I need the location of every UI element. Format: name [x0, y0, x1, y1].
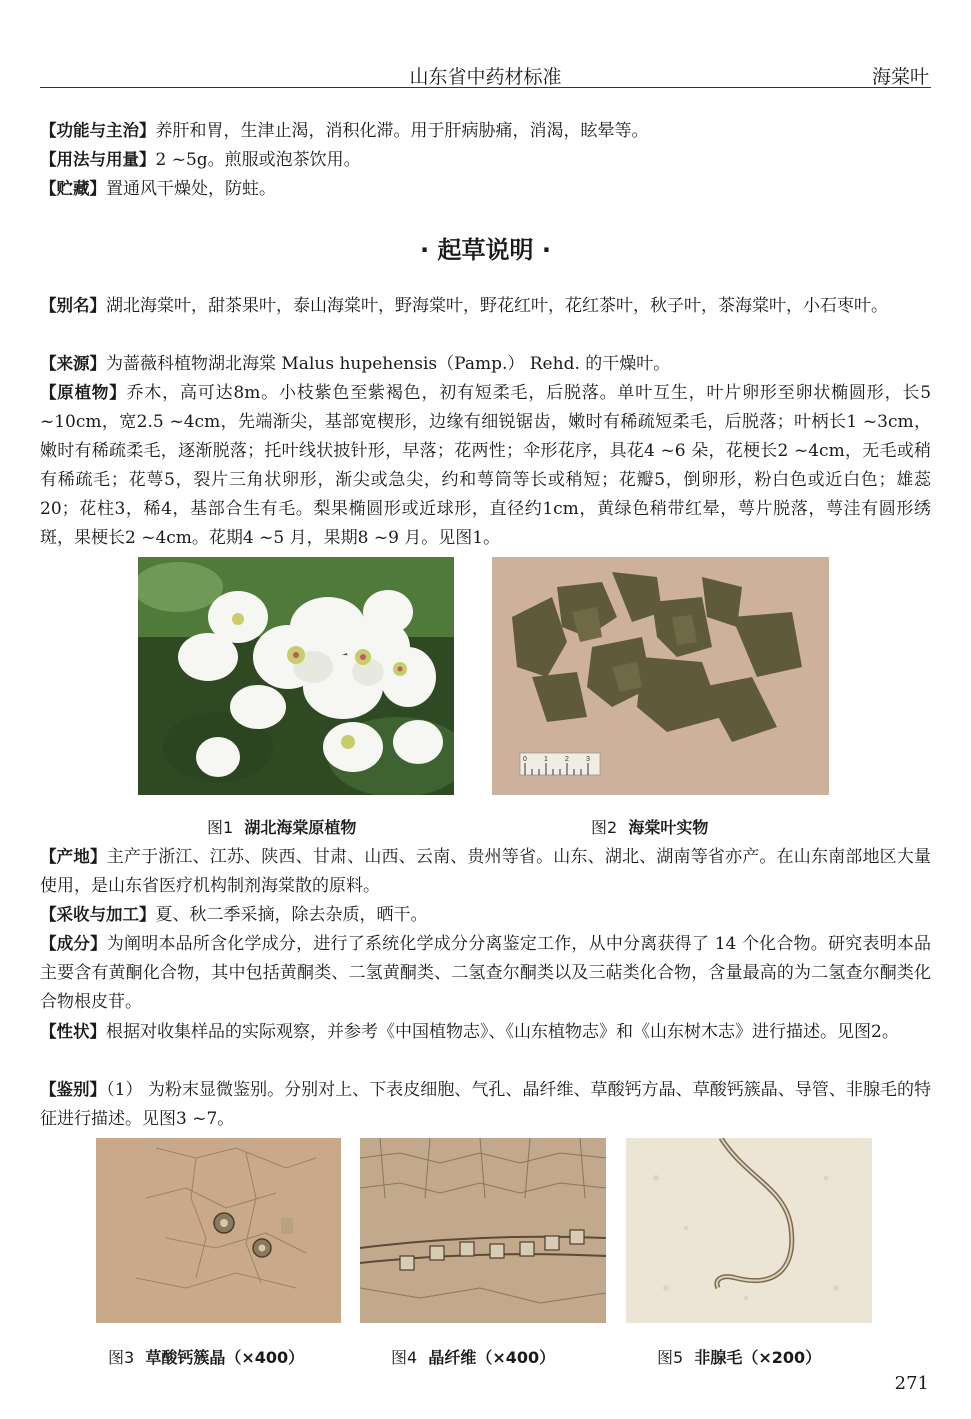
section-text: 养肝和胃，生津止渴，消积化滞。用于肝病胁痛，消渴，眩晕等。: [155, 121, 649, 141]
running-header-entry: 海棠叶: [871, 66, 929, 88]
figure-title: 草酸钙簇晶（×400）: [145, 1348, 305, 1367]
section-label: 【别名】: [40, 296, 106, 315]
page-number: 271: [894, 1373, 929, 1394]
section-text: （1） 为粉末显微鉴别。分别对上、下表皮细胞、气孔、晶纤维、草酸钙方晶、草酸钙簇晶、导管、非腺毛的特征进行描述。见图3 ~7。: [40, 1080, 932, 1129]
section-storage: [40, 174, 931, 204]
section-label: 【来源】: [40, 354, 106, 373]
figure-number: 图1: [207, 818, 234, 837]
figure-2-caption: [591, 815, 708, 838]
section-text: 为阐明本品所含化学成分，进行了系统化学成分分离鉴定工作，从中分离获得了 14 个化合物。研究表明本品主要含有黄酮化合物，其中包括黄酮类、二氢黄酮类、二氢查尔酮类以及三萜类化合物，含量最高的为二氢查尔酮类化合物根皮苷。: [40, 934, 932, 1012]
flower-photo-icon: [138, 557, 454, 795]
section-origin: [40, 842, 931, 901]
header-rule: [40, 87, 931, 88]
section-label: 【成分】: [40, 934, 107, 953]
section-text: 为蔷薇科植物湖北海棠 Malus hupehensis（Pamp.） Rehd. 的干燥叶。: [106, 354, 671, 374]
section-text: 湖北海棠叶，甜茶果叶，泰山海棠叶，野海棠叶，野花红叶，花红茶叶，秋子叶，茶海棠叶，小石枣叶。: [106, 296, 888, 316]
section-plant: [40, 378, 931, 553]
figure-title: 湖北海棠原植物: [244, 818, 357, 837]
figure-5-caption: [657, 1345, 821, 1368]
section-text: 夏、秋二季采摘，除去杂质，晒干。: [155, 905, 428, 925]
section-label: 【贮藏】: [40, 179, 106, 198]
section-text: 置通风干燥处，防蛀。: [106, 179, 276, 199]
section-harvest: [40, 900, 931, 930]
figure-3-photo: [96, 1138, 341, 1323]
figure-number: 图4: [391, 1348, 418, 1367]
section-label: 【功能与主治】: [40, 121, 156, 140]
figure-number: 图5: [657, 1348, 684, 1367]
figure-number: 图3: [108, 1348, 135, 1367]
ruler-label: 1: [544, 756, 548, 763]
dried-leaf-photo-icon: [492, 557, 829, 795]
running-header-title: 山东省中药材标准: [409, 66, 562, 88]
figure-4-photo: [360, 1138, 606, 1323]
section-label: 【用法与用量】: [40, 150, 156, 169]
section-usage: [40, 145, 931, 175]
section-text: 根据对收集样品的实际观察，并参考《中国植物志》、《山东植物志》和《山东树木志》进行描述。见图2。: [106, 1022, 899, 1042]
micrograph-photo-icon: [96, 1138, 341, 1323]
figure-1-caption: [207, 815, 356, 838]
figure-4-caption: [391, 1345, 555, 1368]
section-label: 【产地】: [40, 847, 107, 866]
ruler-label: 2: [565, 756, 569, 763]
section-label: 【采收与加工】: [40, 905, 156, 924]
micrograph-photo-icon: [360, 1138, 606, 1323]
section-text: 乔木，高可达8m。小枝紫色至紫褐色，初有短柔毛，后脱落。单叶互生，叶片卵形至卵状椭圆形，长5 ~10cm，宽2.5 ~4cm，先端渐尖，基部宽楔形，边缘有细锐锯齿，嫩时有稀疏短柔毛，后脱落；叶柄长1 ~3cm，嫩时有稀疏柔毛，逐渐脱落；托叶线状披针形，早落；花两性；伞形花序，具花4 ~6 朵，花梗长2 ~4cm，无毛或稍有稀疏毛；花萼5，裂片三角状卵形，渐尖或急尖，约和萼筒等长或稍短；花瓣5，倒卵形，粉白色或近白色；雄蕊20；花柱3，稀4，基部合生有毛。梨果椭圆形或近球形，直径约1cm，黄绿色稍带红晕，萼片脱落，萼洼有圆形绣斑，果梗长2 ~4cm。花期4 ~5 月，果期8 ~9 月。见图1。: [40, 383, 932, 548]
section-heading: · 起草说明 ·: [420, 236, 551, 264]
figure-title: 非腺毛（×200）: [694, 1348, 822, 1367]
section-text: 主产于浙江、江苏、陕西、甘肃、山西、云南、贵州等省。山东、湖北、湖南等省亦产。在山东南部地区大量使用，是山东省医疗机构制剂海棠散的原料。: [40, 847, 932, 896]
section-text: 2 ~5g。煎服或泡茶饮用。: [155, 150, 361, 170]
section-characters: [40, 1017, 931, 1047]
figure-2-photo: [492, 557, 829, 795]
micrograph-photo-icon: [626, 1138, 872, 1323]
figure-5-photo: [626, 1138, 872, 1323]
section-constituents: [40, 929, 931, 1017]
figure-title: 晶纤维（×400）: [428, 1348, 556, 1367]
section-aliases: [40, 291, 931, 321]
figure-1-photo: [138, 557, 454, 795]
section-label: 【原植物】: [40, 383, 127, 402]
section-function: [40, 116, 931, 146]
section-identification: [40, 1075, 931, 1134]
figure-3-caption: [108, 1345, 304, 1368]
section-label: 【性状】: [40, 1022, 106, 1041]
section-source: [40, 349, 931, 379]
ruler-label: 0: [523, 756, 527, 763]
ruler-label: 3: [586, 756, 590, 763]
figure-number: 图2: [591, 818, 618, 837]
section-label: 【鉴别】: [40, 1080, 107, 1099]
figure-title: 海棠叶实物: [628, 818, 709, 837]
